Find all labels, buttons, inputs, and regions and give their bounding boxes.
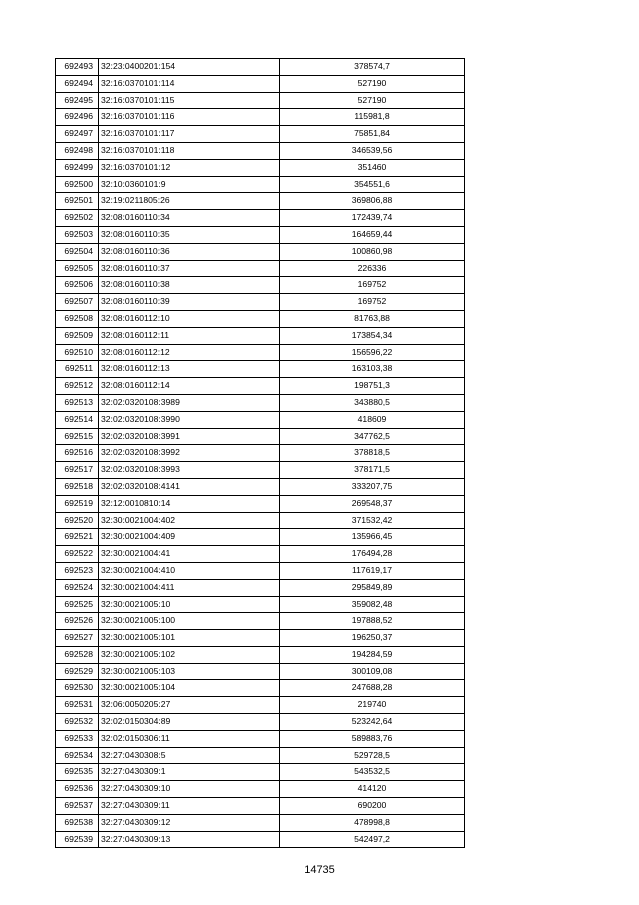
- value-cell: 378574,7: [280, 59, 465, 76]
- cadastral-number-cell: 32:08:0160110:36: [99, 243, 280, 260]
- value-cell: 169752: [280, 277, 465, 294]
- row-id-cell: 692500: [56, 176, 99, 193]
- cadastral-number-cell: 32:02:0320108:3993: [99, 462, 280, 479]
- cadastral-number-cell: 32:02:0320108:3990: [99, 411, 280, 428]
- page-number: 14735: [304, 864, 335, 876]
- table-row: [56, 596, 465, 613]
- value-cell: 135966,45: [280, 529, 465, 546]
- cadastral-number-cell: 32:16:0370101:118: [99, 142, 280, 159]
- cadastral-number-cell: 32:08:0160110:38: [99, 277, 280, 294]
- table-body: [56, 59, 465, 848]
- cadastral-number-cell: 32:30:0021004:409: [99, 529, 280, 546]
- table-row: [56, 92, 465, 109]
- cadastral-number-cell: 32:27:0430309:12: [99, 814, 280, 831]
- row-id-cell: 692508: [56, 310, 99, 327]
- cadastral-number-cell: 32:08:0160110:34: [99, 210, 280, 227]
- value-cell: 523242,64: [280, 714, 465, 731]
- row-id-cell: 692514: [56, 411, 99, 428]
- table-row: [56, 142, 465, 159]
- cadastral-number-cell: 32:30:0021005:104: [99, 680, 280, 697]
- row-id-cell: 692523: [56, 562, 99, 579]
- value-cell: 247688,28: [280, 680, 465, 697]
- cadastral-number-cell: 32:16:0370101:12: [99, 159, 280, 176]
- table-row: [56, 798, 465, 815]
- cadastral-number-cell: 32:30:0021005:102: [99, 646, 280, 663]
- value-cell: 295849,89: [280, 579, 465, 596]
- table-row: [56, 310, 465, 327]
- cadastral-number-cell: 32:30:0021005:100: [99, 613, 280, 630]
- value-cell: 219740: [280, 697, 465, 714]
- table-row: [56, 630, 465, 647]
- cadastral-number-cell: 32:27:0430309:1: [99, 764, 280, 781]
- row-id-cell: 692527: [56, 630, 99, 647]
- value-cell: 226336: [280, 260, 465, 277]
- table-row: [56, 327, 465, 344]
- value-cell: 269548,37: [280, 495, 465, 512]
- data-table: [55, 58, 465, 848]
- row-id-cell: 692506: [56, 277, 99, 294]
- table-row: [56, 277, 465, 294]
- cadastral-number-cell: 32:30:0021005:101: [99, 630, 280, 647]
- table-row: [56, 512, 465, 529]
- value-cell: 163103,38: [280, 361, 465, 378]
- row-id-cell: 692510: [56, 344, 99, 361]
- cadastral-number-cell: 32:12:0010810:14: [99, 495, 280, 512]
- row-id-cell: 692539: [56, 831, 99, 848]
- row-id-cell: 692502: [56, 210, 99, 227]
- cadastral-number-cell: 32:30:0021004:402: [99, 512, 280, 529]
- cadastral-number-cell: 32:27:0430308:5: [99, 747, 280, 764]
- value-cell: 378818,5: [280, 445, 465, 462]
- row-id-cell: 692495: [56, 92, 99, 109]
- table-row: [56, 411, 465, 428]
- row-id-cell: 692517: [56, 462, 99, 479]
- row-id-cell: 692504: [56, 243, 99, 260]
- value-cell: 418609: [280, 411, 465, 428]
- row-id-cell: 692521: [56, 529, 99, 546]
- value-cell: 478998,8: [280, 814, 465, 831]
- value-cell: 542497,2: [280, 831, 465, 848]
- value-cell: 172439,74: [280, 210, 465, 227]
- value-cell: 354551,6: [280, 176, 465, 193]
- value-cell: 371532,42: [280, 512, 465, 529]
- cadastral-number-cell: 32:30:0021005:10: [99, 596, 280, 613]
- row-id-cell: 692505: [56, 260, 99, 277]
- value-cell: 164659,44: [280, 226, 465, 243]
- table-row: [56, 294, 465, 311]
- table-row: [56, 495, 465, 512]
- row-id-cell: 692503: [56, 226, 99, 243]
- row-id-cell: 692520: [56, 512, 99, 529]
- value-cell: 543532,5: [280, 764, 465, 781]
- row-id-cell: 692497: [56, 126, 99, 143]
- cadastral-number-cell: 32:16:0370101:116: [99, 109, 280, 126]
- table-row: [56, 126, 465, 143]
- value-cell: 359082,48: [280, 596, 465, 613]
- row-id-cell: 692524: [56, 579, 99, 596]
- table-row: [56, 646, 465, 663]
- row-id-cell: 692531: [56, 697, 99, 714]
- table-row: [56, 361, 465, 378]
- cadastral-number-cell: 32:27:0430309:11: [99, 798, 280, 815]
- value-cell: 527190: [280, 75, 465, 92]
- cadastral-number-cell: 32:08:0160112:13: [99, 361, 280, 378]
- row-id-cell: 692507: [56, 294, 99, 311]
- row-id-cell: 692529: [56, 663, 99, 680]
- row-id-cell: 692513: [56, 394, 99, 411]
- table-row: [56, 831, 465, 848]
- value-cell: 75851,84: [280, 126, 465, 143]
- row-id-cell: 692534: [56, 747, 99, 764]
- row-id-cell: 692535: [56, 764, 99, 781]
- cadastral-number-cell: 32:02:0320108:4141: [99, 478, 280, 495]
- cadastral-number-cell: 32:30:0021004:411: [99, 579, 280, 596]
- row-id-cell: 692538: [56, 814, 99, 831]
- value-cell: 115981,8: [280, 109, 465, 126]
- table-row: [56, 176, 465, 193]
- table-row: [56, 445, 465, 462]
- value-cell: 346539,56: [280, 142, 465, 159]
- row-id-cell: 692499: [56, 159, 99, 176]
- cadastral-number-cell: 32:02:0320108:3992: [99, 445, 280, 462]
- cadastral-number-cell: 32:02:0150306:11: [99, 730, 280, 747]
- table-row: [56, 243, 465, 260]
- cadastral-number-cell: 32:02:0320108:3989: [99, 394, 280, 411]
- value-cell: 176494,28: [280, 546, 465, 563]
- cadastral-number-cell: 32:30:0021005:103: [99, 663, 280, 680]
- table-row: [56, 210, 465, 227]
- row-id-cell: 692522: [56, 546, 99, 563]
- row-id-cell: 692494: [56, 75, 99, 92]
- table-row: [56, 478, 465, 495]
- value-cell: 369806,88: [280, 193, 465, 210]
- table-row: [56, 260, 465, 277]
- row-id-cell: 692537: [56, 798, 99, 815]
- row-id-cell: 692511: [56, 361, 99, 378]
- cadastral-number-cell: 32:30:0021004:410: [99, 562, 280, 579]
- row-id-cell: 692528: [56, 646, 99, 663]
- cadastral-number-cell: 32:08:0160112:10: [99, 310, 280, 327]
- row-id-cell: 692509: [56, 327, 99, 344]
- row-id-cell: 692498: [56, 142, 99, 159]
- value-cell: 197888,52: [280, 613, 465, 630]
- value-cell: 527190: [280, 92, 465, 109]
- row-id-cell: 692526: [56, 613, 99, 630]
- row-id-cell: 692516: [56, 445, 99, 462]
- cadastral-number-cell: 32:08:0160110:37: [99, 260, 280, 277]
- row-id-cell: 692515: [56, 428, 99, 445]
- row-id-cell: 692536: [56, 781, 99, 798]
- value-cell: 117619,17: [280, 562, 465, 579]
- table-row: [56, 193, 465, 210]
- value-cell: 414120: [280, 781, 465, 798]
- table-row: [56, 663, 465, 680]
- cadastral-number-cell: 32:08:0160112:11: [99, 327, 280, 344]
- row-id-cell: 692512: [56, 378, 99, 395]
- table-row: [56, 226, 465, 243]
- table-row: [56, 730, 465, 747]
- cadastral-number-cell: 32:16:0370101:115: [99, 92, 280, 109]
- table-row: [56, 680, 465, 697]
- cadastral-number-cell: 32:10:0360101:9: [99, 176, 280, 193]
- cadastral-number-cell: 32:06:0050205:27: [99, 697, 280, 714]
- table-row: [56, 344, 465, 361]
- table-row: [56, 428, 465, 445]
- table-row: [56, 546, 465, 563]
- cadastral-number-cell: 32:08:0160110:35: [99, 226, 280, 243]
- value-cell: 81763,88: [280, 310, 465, 327]
- cadastral-number-cell: 32:27:0430309:10: [99, 781, 280, 798]
- value-cell: 529728,5: [280, 747, 465, 764]
- row-id-cell: 692501: [56, 193, 99, 210]
- value-cell: 196250,37: [280, 630, 465, 647]
- value-cell: 100860,98: [280, 243, 465, 260]
- table-row: [56, 814, 465, 831]
- row-id-cell: 692493: [56, 59, 99, 76]
- value-cell: 690200: [280, 798, 465, 815]
- table-row: [56, 159, 465, 176]
- table-row: [56, 529, 465, 546]
- table-row: [56, 562, 465, 579]
- table-row: [56, 75, 465, 92]
- cadastral-number-cell: 32:08:0160110:39: [99, 294, 280, 311]
- cadastral-number-cell: 32:27:0430309:13: [99, 831, 280, 848]
- value-cell: 351460: [280, 159, 465, 176]
- cadastral-number-cell: 32:08:0160112:12: [99, 344, 280, 361]
- table-row: [56, 109, 465, 126]
- table-row: [56, 394, 465, 411]
- table-row: [56, 747, 465, 764]
- value-cell: 194284,59: [280, 646, 465, 663]
- row-id-cell: 692519: [56, 495, 99, 512]
- value-cell: 300109,08: [280, 663, 465, 680]
- table-row: [56, 59, 465, 76]
- table-row: [56, 462, 465, 479]
- table-row: [56, 697, 465, 714]
- table-row: [56, 764, 465, 781]
- value-cell: 169752: [280, 294, 465, 311]
- row-id-cell: 692532: [56, 714, 99, 731]
- value-cell: 343880,5: [280, 394, 465, 411]
- table-row: [56, 613, 465, 630]
- row-id-cell: 692518: [56, 478, 99, 495]
- cadastral-number-cell: 32:23:0400201:154: [99, 59, 280, 76]
- cadastral-number-cell: 32:16:0370101:114: [99, 75, 280, 92]
- table-row: [56, 714, 465, 731]
- row-id-cell: 692496: [56, 109, 99, 126]
- value-cell: 198751,3: [280, 378, 465, 395]
- table-row: [56, 781, 465, 798]
- value-cell: 378171,5: [280, 462, 465, 479]
- cadastral-number-cell: 32:02:0320108:3991: [99, 428, 280, 445]
- value-cell: 589883,76: [280, 730, 465, 747]
- row-id-cell: 692533: [56, 730, 99, 747]
- value-cell: 156596,22: [280, 344, 465, 361]
- cadastral-number-cell: 32:30:0021004:41: [99, 546, 280, 563]
- row-id-cell: 692530: [56, 680, 99, 697]
- table-row: [56, 579, 465, 596]
- cadastral-number-cell: 32:16:0370101:117: [99, 126, 280, 143]
- cadastral-number-cell: 32:19:0211805:26: [99, 193, 280, 210]
- row-id-cell: 692525: [56, 596, 99, 613]
- cadastral-number-cell: 32:02:0150304:89: [99, 714, 280, 731]
- table-row: [56, 378, 465, 395]
- value-cell: 347762,5: [280, 428, 465, 445]
- value-cell: 333207,75: [280, 478, 465, 495]
- cadastral-number-cell: 32:08:0160112:14: [99, 378, 280, 395]
- value-cell: 173854,34: [280, 327, 465, 344]
